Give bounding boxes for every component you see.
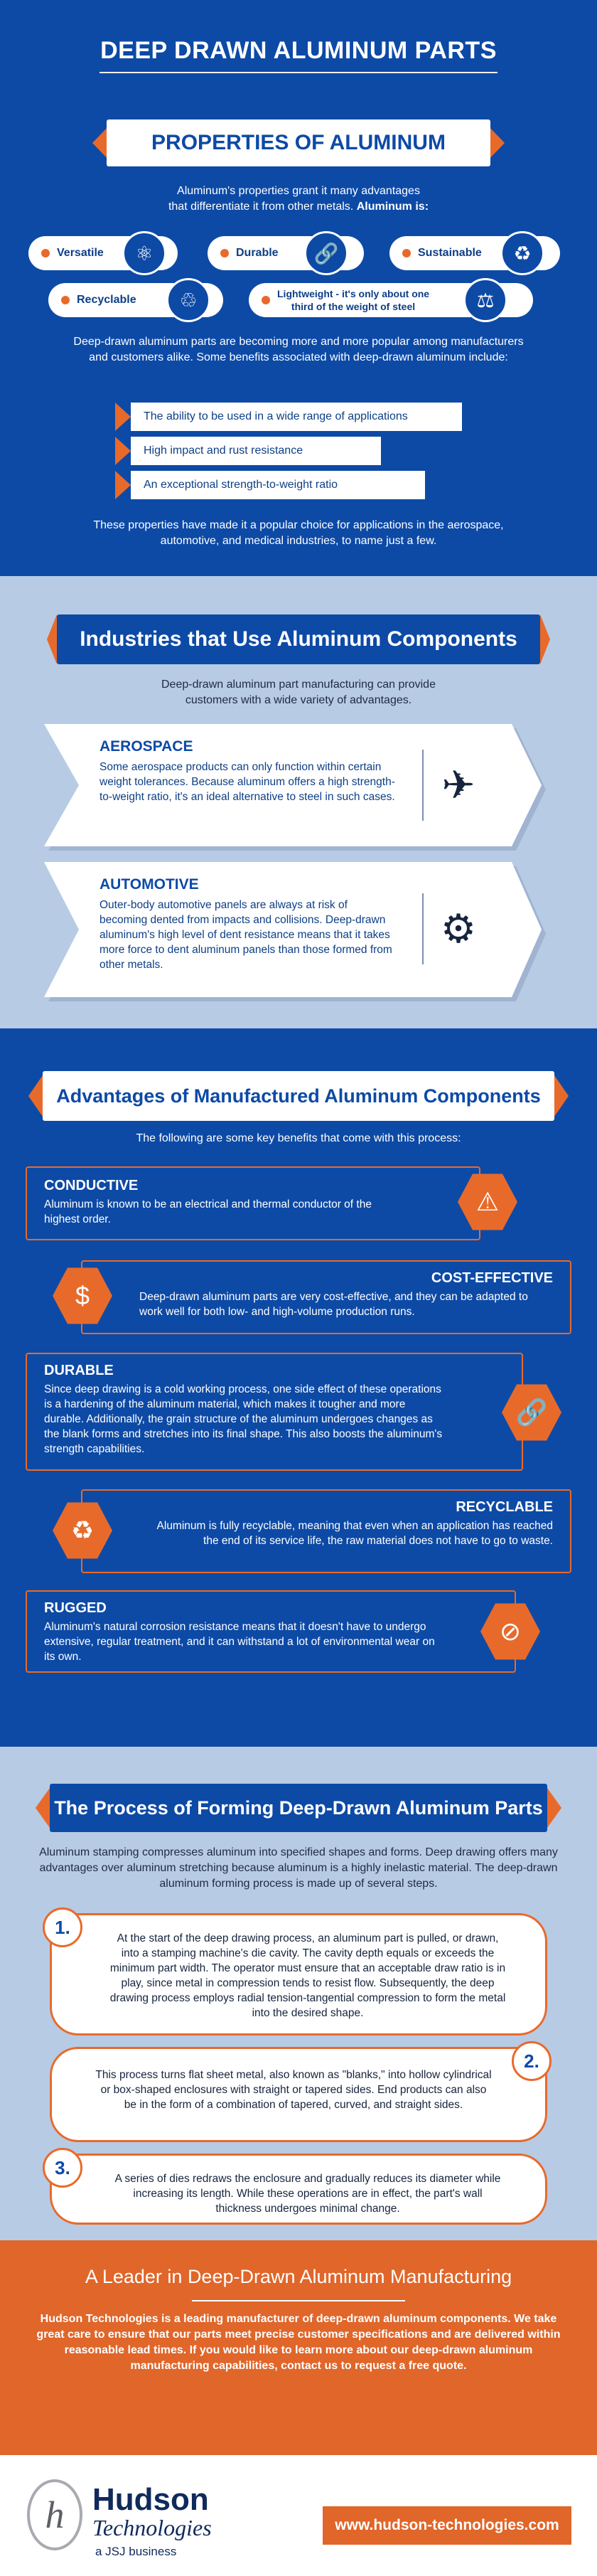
process-banner (50, 1784, 547, 1832)
bullet-dot (41, 249, 50, 257)
advantage-cost-effective (81, 1260, 571, 1334)
advantage-title: RECYCLABLE (456, 1499, 553, 1515)
advantage-title: DURABLE (44, 1363, 114, 1378)
advantage-text: Aluminum is fully recyclable, meaning that even when an application has reached the end of its service life, the raw material does not have to go to waste. (156, 1520, 553, 1547)
advantages-section (0, 1028, 597, 1747)
atom-icon: ⚛ (122, 231, 166, 275)
leader-divider (192, 2300, 405, 2301)
process-step (50, 2154, 547, 2225)
industry-title: AEROSPACE (100, 738, 193, 755)
bullet-dot (220, 249, 229, 257)
banner-arrow-right (554, 1075, 569, 1117)
company-name: Hudson (92, 2482, 209, 2517)
bullet-dot (61, 296, 70, 304)
properties-section (0, 0, 597, 576)
benefit-item (115, 437, 381, 465)
advantage-text: Deep-drawn aluminum parts are very cost-effective, and they can be adapted to work well for both low- and high-volume production runs. (139, 1291, 528, 1318)
bullet-dot (402, 249, 411, 257)
pill-label: Recyclable (77, 294, 136, 306)
advantage-rugged (26, 1590, 516, 1673)
recycle-hands-icon: ♻ (500, 231, 544, 275)
footer (0, 2455, 597, 2576)
company-logo-mark: h (27, 2479, 82, 2550)
company-subname: Technologies (92, 2515, 212, 2540)
pill-label: Versatile (57, 247, 104, 259)
intro-line: Aluminum's properties grant it many advantages (177, 185, 420, 197)
bullet-arrow (115, 437, 131, 465)
banner-arrow-right (547, 1788, 561, 1828)
properties-heading: PROPERTIES OF ALUMINUM (151, 131, 446, 154)
benefit-text: The ability to be used in a wide range of applications (131, 403, 462, 431)
intro-line (121, 199, 476, 215)
industry-card-aerospace (44, 724, 542, 846)
title-divider (100, 72, 498, 73)
bullet-arrow (115, 403, 131, 431)
process-intro: Aluminum stamping compresses aluminum into specified shapes and forms. Deep drawing offers many advantages over aluminum stretching because aluminum is a highly inelastic material. The deep-drawn aluminum forming process is made up of several steps. (39, 1846, 558, 1890)
industries-heading: Industries that Use Aluminum Components (80, 627, 517, 651)
warning-bolt-icon: ⚠ (458, 1172, 517, 1232)
gears-icon: ⚙ (422, 893, 493, 964)
industries-banner (57, 614, 540, 664)
pill-label-line: third of the weight of steel (291, 301, 416, 312)
industry-title: AUTOMOTIVE (100, 876, 199, 893)
advantage-text: Aluminum is known to be an electrical and thermal conductor of the highest order. (44, 1198, 372, 1225)
advantage-title: COST-EFFECTIVE (431, 1270, 553, 1286)
benefit-item (115, 471, 425, 499)
industry-text: Outer-body automotive panels are always at risk of becoming dented from impacts and collisions. Deep-drawn aluminum's high level of dent resistance means that it takes more force to dent aluminum panels than those formed from other metals. (100, 899, 392, 971)
advantage-recyclable (81, 1489, 571, 1573)
recycle-icon: ♻ (53, 1501, 112, 1560)
step-number: 2. (512, 2041, 552, 2081)
process-heading: The Process of Forming Deep-Drawn Aluminum Parts (54, 1797, 543, 1819)
money-bag-icon: $ (53, 1266, 112, 1326)
properties-banner (107, 119, 490, 166)
industries-section (0, 576, 597, 1028)
banner-arrow-left (47, 614, 57, 664)
bullet-arrow (115, 471, 131, 499)
step-text: A series of dies redraws the enclosure and gradually reduces its diameter while increasing its length. While these operations are in effect, the part's wall thickness undergoes minimal change. (114, 2173, 501, 2215)
intro-bold: Aluminum is: (356, 201, 429, 213)
industry-text: Some aerospace products can only function within certain weight tolerances. Because aluminum offers a high strength-to-weight ratio, it's an ideal alternative to steel in such cases. (100, 761, 395, 803)
benefit-text: An exceptional strength-to-weight ratio (131, 471, 425, 499)
step-text: At the start of the deep drawing process, an aluminum part is pulled, or drawn, into a stamping machine's die cavity. The cavity depth equals or exceeds the minimum part width. The operator must ensure that an acceptable draw ratio is in play, since metal in compression tends to resist flow. Subsequently, the deep drawing process employs radial tension-tangential compression to form the metal into the desired shape. (109, 1932, 506, 2019)
banner-arrow-right (540, 614, 550, 664)
intro-text: that differentiate it from other metals. (168, 201, 354, 213)
website-link[interactable]: www.hudson-technologies.com (323, 2506, 571, 2545)
advantage-text: Since deep drawing is a cold working process, one side effect of these operations is a hardening of the aluminum material, which makes it tougher and more durable. Additionally, the grain structure of the aluminum undergoes changes as the blank forms and stretches into its final shape. This also boosts the aluminum's strength capabilities. (44, 1383, 443, 1455)
advantage-title: RUGGED (44, 1600, 107, 1616)
advantages-banner (43, 1071, 554, 1121)
properties-closing: These properties have made it a popular choice for applications in the aerospace, automotive, and medical industries, to name just a few. (93, 519, 504, 547)
header (0, 0, 597, 92)
bullet-dot (262, 296, 270, 304)
advantage-title: CONDUCTIVE (44, 1178, 139, 1193)
industries-intro: Deep-drawn aluminum part manufacturing can provide customers with a wide variety of advantages. (161, 678, 436, 706)
pill-label: Sustainable (418, 247, 482, 259)
step-number: 1. (43, 1907, 82, 1947)
benefit-item (115, 403, 462, 431)
benefit-text: High impact and rust resistance (131, 437, 381, 465)
leader-title: A Leader in Deep-Drawn Aluminum Manufacturing (85, 2266, 512, 2287)
link-chain-icon: 🔗 (304, 231, 348, 275)
airplane-icon: ✈ (422, 750, 493, 821)
process-step (50, 2047, 547, 2142)
link-chain-icon: 🔗 (502, 1383, 561, 1442)
advantages-heading: Advantages of Manufactured Aluminum Components (56, 1085, 541, 1107)
step-number: 3. (43, 2148, 82, 2188)
process-section (0, 1747, 597, 2240)
pill-label-line: Lightweight - it's only about one (277, 288, 430, 299)
step-text: This process turns flat sheet metal, also known as "blanks," into hollow cylindrical or box-shaped enclosures with straight or tapered sides. End products can also be in the form of a combination of tapered, curved, and straight sides. (95, 2069, 492, 2111)
leader-text: Hudson Technologies is a leading manufacturer of deep-drawn aluminum components. We take great care to ensure that our parts meet precise customer specifications and are delivered within reasonable lead times. If you would like to learn more about our deep-drawn aluminum manufacturing capabilities, contact us to request a free quote. (36, 2313, 561, 2372)
process-step (50, 1913, 547, 2035)
advantage-conductive (26, 1166, 480, 1240)
banner-arrow-left (28, 1075, 43, 1117)
industry-card-automotive (44, 862, 542, 997)
leader-section (0, 2240, 597, 2455)
advantages-intro: The following are some key benefits that come with this process: (136, 1132, 461, 1144)
recycle-icon: ♲ (166, 278, 210, 322)
advantage-text: Aluminum's natural corrosion resistance means that it doesn't have to undergo extensive, regular treatment, and it can withstand a lot of environmental wear on its own. (44, 1621, 435, 1663)
company-tagline: a JSJ business (95, 2545, 177, 2558)
page-title: DEEP DRAWN ALUMINUM PARTS (100, 37, 497, 64)
pill-label: Durable (236, 247, 279, 259)
scale-icon: ⚖ (463, 278, 507, 322)
benefits-intro: Deep-drawn aluminum parts are becoming more and more popular among manufacturers and customers alike. Some benefits associated with deep-drawn aluminum include: (73, 336, 524, 363)
properties-intro (121, 183, 476, 215)
banner-arrow-left (36, 1788, 50, 1828)
advantage-durable (26, 1353, 523, 1471)
pill-label (277, 287, 429, 313)
no-rust-icon: ⊘ (480, 1602, 540, 1661)
